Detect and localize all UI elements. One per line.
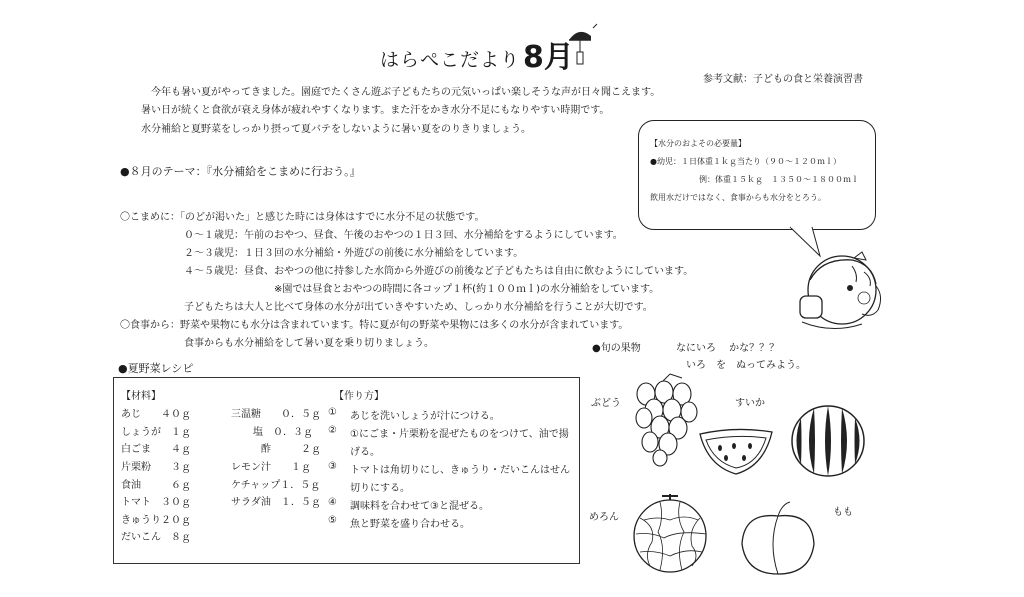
- method-step-num: ①: [328, 407, 337, 418]
- method-step: トマトは角切りにし、きゅうり・だいこんはせん: [350, 465, 570, 476]
- reference-text: 参考文献：子どもの食と栄養演習書: [703, 74, 863, 85]
- food-lead: 〇食事から：野菜や果物にも水分は含まれています。特に夏が旬の野菜や果物には多くの水分が含まれています。: [120, 320, 629, 331]
- material-item: 食油 ６ｇ: [121, 480, 191, 491]
- komame-age-4-5: ４～５歳児：昼食、おやつの他に持参した水筒から外遊びの前後など子どもたちは自由に飲むようにしています。: [184, 266, 694, 277]
- komame-lead: 〇こまめに：「のどが渇いた」と感じた時には身体はすでに水分不足の状態です。: [120, 212, 485, 223]
- material-item: レモン汁 １ｇ: [231, 462, 311, 473]
- fruits-question: なにいろ かな？？？: [676, 343, 780, 354]
- water-needs-bubble: [638, 120, 876, 230]
- method-step: 魚と野菜を盛り合わせる。: [350, 519, 470, 530]
- komame-tail: 子どもたちは大人と比べて身体の水分が出ていきやすいため、しっかり水分補給を行うことが大切です。: [184, 302, 653, 313]
- komame-age-0-1: ０～１歳児：午前のおやつ、昼食、午後のおやつの１日３回、水分補給をするようにしています。: [184, 230, 623, 241]
- method-step-num: ③: [328, 461, 337, 472]
- material-item: 三温糖 ０．５ｇ: [231, 409, 321, 420]
- grape-label: ぶどう: [591, 398, 621, 409]
- recipe-box: [113, 377, 580, 564]
- bubble-line-1: ●幼児：１日体重１ｋｇ当たり（９０～１２０ｍｌ）: [650, 157, 841, 166]
- method-step: 切りにする。: [350, 483, 410, 494]
- melon-illustration: [630, 494, 710, 574]
- food-tail: 食事からも水分補給をして暑い夏を乗り切りましょう。: [184, 338, 434, 349]
- watermelon-slice-illustration: [698, 428, 776, 476]
- material-item: 塩 ０．３ｇ: [253, 427, 313, 438]
- bubble-line-3: 飲用水だけではなく、食事からも水分をとろう。: [650, 193, 826, 202]
- method-step: 調味料を合わせて③と混ぜる。: [350, 501, 489, 512]
- monthly-theme: ●８月のテーマ：『水分補給をこまめに行おう。』: [120, 165, 361, 178]
- grape-illustration: [632, 372, 704, 466]
- material-item: トマト ３０ｇ: [121, 497, 191, 508]
- melon-label: めろん: [589, 512, 619, 523]
- peach-label: もも: [833, 507, 853, 518]
- watermelon-label: すいか: [735, 398, 765, 409]
- peach-illustration: [738, 500, 818, 576]
- method-step: あじを洗いしょうが汁につける。: [350, 411, 500, 422]
- month-label: 8月: [523, 40, 574, 75]
- method-step: ①にごま・片栗粉を混ぜたものをつけて、油で揚: [350, 429, 569, 440]
- komame-note: ※園では昼食とおやつの時間に各コップ１杯(約１００ｍｌ)の水分補給をしています。: [274, 284, 660, 295]
- intro-line-2: 暑い日が続くと食欲が衰え身体が疲れやすくなります。また汗をかき水分不足にもなりやすい時期です。: [141, 105, 610, 116]
- bubble-line-2: 例：体重１５ｋｇ １３５０～１８００ｍｌ: [699, 175, 859, 184]
- method-step-num: ⑤: [328, 515, 337, 526]
- watermelon-illustration: [790, 402, 866, 478]
- material-item: きゅうり２０ｇ: [121, 515, 191, 526]
- fruits-heading: ●旬の果物: [592, 343, 641, 354]
- method-title: 【作り方】: [334, 391, 384, 402]
- newsletter-title: はらぺこだより: [380, 49, 521, 71]
- material-item: しょうが １ｇ: [121, 427, 191, 438]
- recipe-heading: ●夏野菜レシピ: [118, 362, 194, 375]
- method-step-num: ④: [328, 497, 337, 508]
- intro-line-1: 今年も暑い夏がやってきました。園庭でたくさん遊ぶ子どもたちの元気いっぱい楽しそうな声が日々聞こえます。: [151, 87, 661, 98]
- method-step-num: ②: [328, 425, 337, 436]
- girl-drinking-illustration: [792, 250, 888, 332]
- material-item: 酢 ２ｇ: [261, 444, 321, 455]
- wind-chime-icon: [565, 22, 605, 70]
- material-item: 片栗粉 ３ｇ: [121, 462, 191, 473]
- materials-title: 【材料】: [121, 391, 161, 402]
- material-item: だいこん ８ｇ: [121, 532, 191, 543]
- bubble-title: 【水分のおよその必要量】: [650, 139, 746, 148]
- komame-age-2-3: ２～３歳児：１日３回の水分補給・外遊びの前後に水分補給をしています。: [184, 248, 524, 259]
- material-item: 白ごま ４ｇ: [121, 444, 191, 455]
- fruits-instruction: いろ を ぬってみよう。: [686, 360, 806, 371]
- method-step: げる。: [350, 447, 380, 458]
- material-item: あじ ４０ｇ: [121, 409, 191, 420]
- material-item: サラダ油 １．５ｇ: [231, 497, 321, 508]
- material-item: ケチャップ１．５ｇ: [231, 480, 321, 491]
- intro-line-3: 水分補給と夏野菜をしっかり摂って夏バテをしないように暑い夏をのりきりましょう。: [141, 124, 531, 135]
